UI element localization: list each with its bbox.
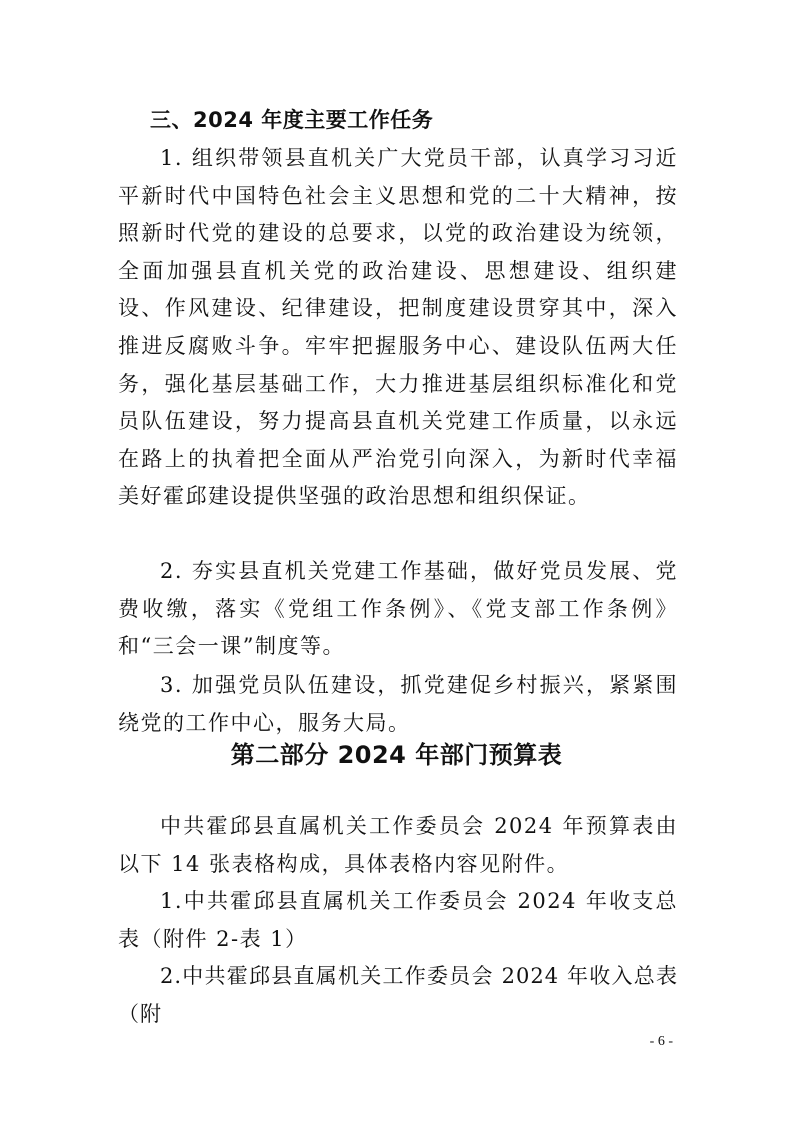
budget-intro: 中共霍邱县直属机关工作委员会 2024 年预算表由以下 14 张表格构成，具体表格内容见附件。: [118, 814, 678, 876]
section-heading: 三、2024 年度主要工作任务: [150, 108, 434, 132]
task-item-2: 2. 夯实县直机关党建工作基础，做好党员发展、党费收缴，落实《党组工作条例》、《党支部工作条例》和“三会一课”制度等。: [118, 559, 678, 659]
task-item-1: 1. 组织带领县直机关广大党员干部，认真学习习近平新时代中国特色社会主义思想和党的二十大精神，按照新时代党的建设的总要求，以党的政治建设为统领，全面加强县直机关党的政治建设、思想建设、组织建设、作风建设、纪律建设，把制度建设贯穿其中，深入推进反腐败斗争。牢牢把握服务中心、建设队伍两大任务，强化基层基础工作，大力推进基层组织标准化和党员队伍建设，努力提高县直机关党建工作质量，以永远在路上的执着把全面从严治党引向深入，为新时代幸福美好霍邱建设提供坚强的政治思想和组织保证。: [118, 146, 678, 509]
budget-table-item-2: 2.中共霍邱县直属机关工作委员会 2024 年收入总表（附: [118, 964, 678, 1026]
page-number: - 6 -: [649, 1034, 673, 1049]
task-item-3: 3. 加强党员队伍建设，抓党建促乡村振兴，紧紧围绕党的工作中心，服务大局。: [118, 673, 678, 735]
part-title: 第二部分 2024 年部门预算表: [230, 741, 563, 769]
budget-table-item-1: 1.中共霍邱县直属机关工作委员会 2024 年收支总表（附件 2-表 1）: [118, 889, 678, 951]
